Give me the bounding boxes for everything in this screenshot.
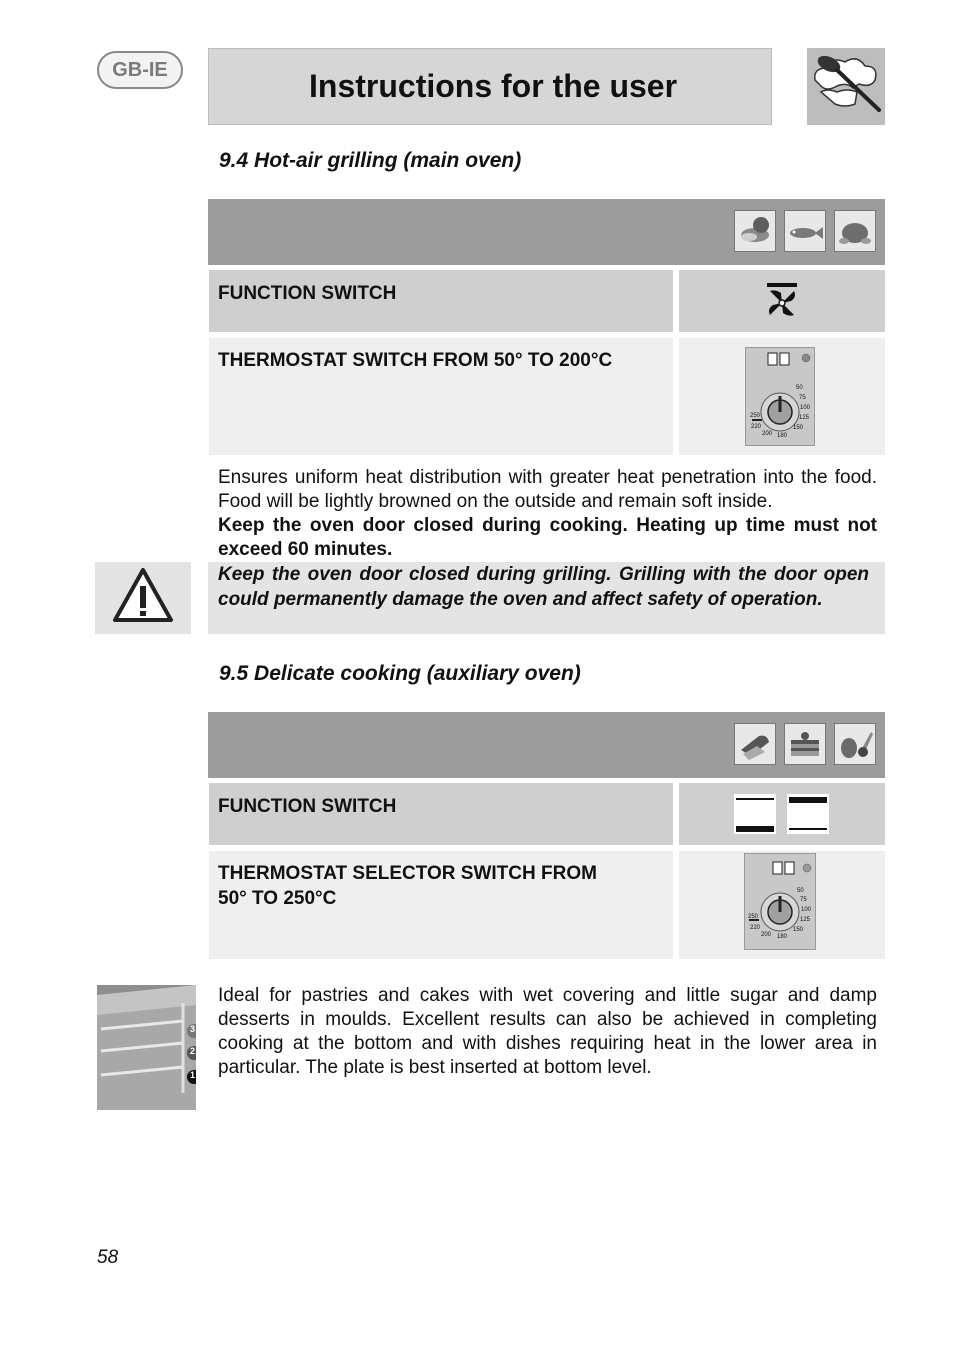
dial2-label-100: 100	[801, 907, 812, 913]
dial2-label-180: 180	[777, 934, 788, 940]
food-icon-band	[208, 199, 885, 265]
dial-label-125: 125	[799, 415, 810, 421]
top-bottom-heat-icon	[787, 794, 829, 834]
language-badge: GB-IE	[97, 51, 183, 89]
thermostat-dial	[745, 347, 815, 446]
oven-rack-illustration	[97, 985, 196, 1110]
fan-grill-icon	[761, 281, 803, 323]
thermostat-dial-cell-2	[679, 851, 885, 959]
food-icon-band-2	[208, 712, 885, 778]
dial-label-150: 150	[793, 425, 804, 431]
function-switch-row	[209, 270, 673, 332]
warning-icon-box	[95, 562, 191, 634]
dial2-label-220: 220	[750, 925, 761, 931]
dial2-label-75: 75	[800, 897, 807, 903]
thermostat-row-2	[209, 851, 673, 959]
rack-level-1: 1	[190, 1070, 196, 1080]
cake-icon	[784, 723, 826, 765]
grilling-warning	[208, 562, 885, 634]
thermostat-label-2-line1: THERMOSTAT SELECTOR SWITCH FROM	[218, 863, 597, 884]
function-switch-label: FUNCTION SWITCH	[218, 283, 397, 304]
dial2-label-125: 125	[800, 917, 811, 923]
section-title-delicate-cooking: 9.5 Delicate cooking (auxiliary oven)	[219, 662, 581, 685]
thermostat-dial-2	[744, 853, 816, 950]
dial-label-220: 220	[751, 424, 762, 430]
dial2-label-250: 250	[748, 914, 759, 920]
function-switch-symbol-cell-2	[679, 783, 885, 845]
function-switch-label-2: FUNCTION SWITCH	[218, 796, 397, 817]
delicate-cooking-description: Ideal for pastries and cakes with wet covering and little sugar and damp desserts in moulds. Excellent results can also be achieved in completing cooking at the bottom and with dishes requiring heat in the lower area in particular. The plate is best inserted at bottom level.	[218, 985, 877, 1078]
dial-label-180: 180	[777, 433, 788, 439]
grilling-warning-text: Keep the oven door closed during grilling. Grilling with the door open could permanently damage the oven and affect safety of operation.	[218, 564, 869, 610]
thermostat-row	[209, 338, 673, 455]
poultry-icon	[834, 210, 876, 252]
dial2-label-200: 200	[761, 932, 772, 938]
bottom-heat-icon	[734, 794, 776, 834]
dial-label-250: 250	[750, 413, 761, 419]
page-number: 58	[97, 1247, 119, 1268]
thermostat-dial-cell	[679, 338, 885, 455]
page-title: Instructions for the user	[208, 48, 772, 125]
dial2-label-150: 150	[793, 927, 804, 933]
rack-level-3: 3	[190, 1024, 196, 1034]
dial-label-75: 75	[799, 395, 806, 401]
thermostat-label: THERMOSTAT SWITCH FROM 50° TO 200°C	[218, 350, 613, 371]
function-switch-symbol-cell	[679, 270, 885, 332]
rack-level-2: 2	[190, 1046, 196, 1056]
dial-label-200: 200	[762, 431, 773, 437]
hot-air-heating-note: Keep the oven door closed during cooking. Heating up time must not exceed 60 minutes.	[218, 515, 877, 560]
thermostat-label-2-line2: 50° TO 250°C	[218, 888, 337, 909]
hot-air-description: Ensures uniform heat distribution with greater heat penetration into the food. Food will be lightly browned on the outside and remain soft inside.	[218, 467, 877, 512]
grill-food-icon	[734, 210, 776, 252]
dial-label-50: 50	[796, 385, 803, 391]
fish-icon	[784, 210, 826, 252]
dial-label-100: 100	[800, 405, 811, 411]
function-switch-row-2	[209, 783, 673, 845]
bread-icon	[734, 723, 776, 765]
vegetables-icon	[834, 723, 876, 765]
chef-logo	[807, 48, 885, 125]
chef-spoon-icon	[807, 48, 885, 125]
warning-triangle-icon	[95, 562, 191, 634]
dial2-label-50: 50	[797, 888, 804, 894]
section-title-hot-air-grilling: 9.4 Hot-air grilling (main oven)	[219, 149, 522, 172]
